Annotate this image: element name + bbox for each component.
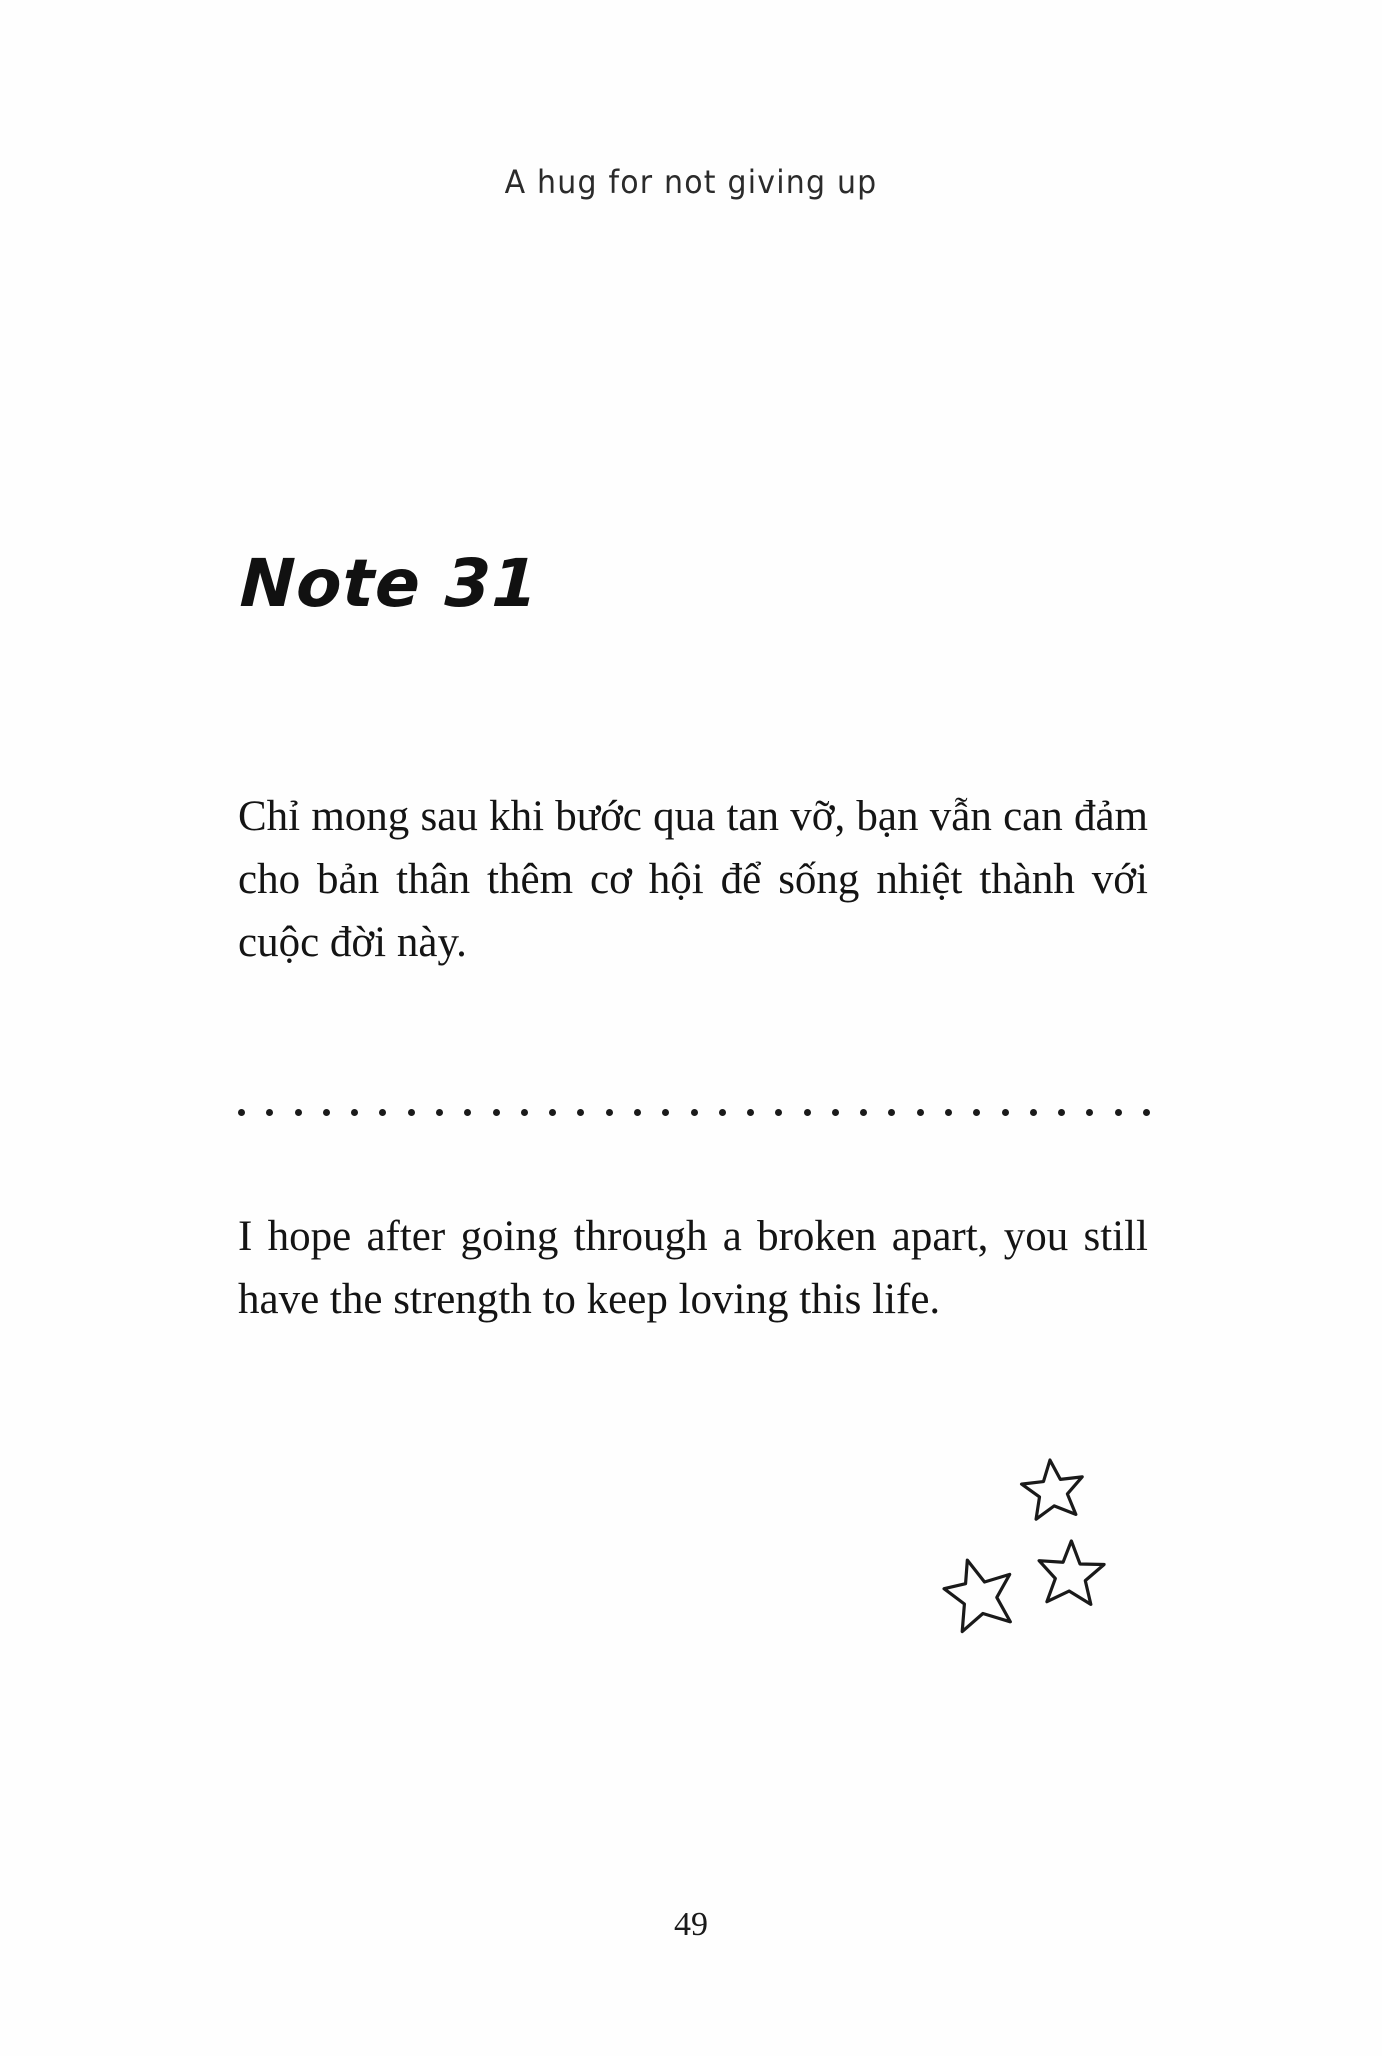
divider-dot [1143, 1109, 1150, 1116]
divider-dot [917, 1109, 924, 1116]
divider-dot [747, 1109, 754, 1116]
divider-dot [521, 1109, 528, 1116]
star-icon [1020, 1458, 1085, 1520]
divider-dot [577, 1109, 584, 1116]
star-icon [941, 1555, 1017, 1634]
divider-dot [436, 1109, 443, 1116]
stars-decoration [940, 1455, 1160, 1675]
english-paragraph: I hope after going through a broken apart, you still have the strength to keep loving this life. [238, 1213, 1148, 1324]
page-number: 49 [674, 1906, 708, 1943]
divider-dot [945, 1109, 952, 1116]
running-head: A hug for not giving up [504, 163, 878, 202]
divider-dot [860, 1109, 867, 1116]
divider-dot [408, 1109, 415, 1116]
divider-dot [549, 1109, 556, 1116]
divider-dot [804, 1109, 811, 1116]
divider-dot [606, 1109, 613, 1116]
divider-dot [973, 1109, 980, 1116]
star-icon [1035, 1538, 1106, 1607]
divider-dot [691, 1109, 698, 1116]
divider-dot [1030, 1109, 1037, 1116]
dotted-divider [238, 1105, 1150, 1119]
vietnamese-paragraph: Chỉ mong sau khi bước qua tan vỡ, bạn vẫn can đảm cho bản thân thêm cơ hội để sống nhiệt thành với cuộc đời này. [238, 793, 1148, 967]
divider-dot [266, 1109, 273, 1116]
divider-dot [1115, 1109, 1122, 1116]
divider-dot [379, 1109, 386, 1116]
divider-dot [1058, 1109, 1065, 1116]
divider-dot [323, 1109, 330, 1116]
divider-dot [1086, 1109, 1093, 1116]
page-title: Note 31 [238, 545, 541, 622]
divider-dot [493, 1109, 500, 1116]
divider-dot [719, 1109, 726, 1116]
divider-dot [1002, 1109, 1009, 1116]
divider-dot [351, 1109, 358, 1116]
divider-dot [295, 1109, 302, 1116]
divider-dot [464, 1109, 471, 1116]
divider-dot [832, 1109, 839, 1116]
divider-dot [634, 1109, 641, 1116]
divider-dot [888, 1109, 895, 1116]
divider-dot [662, 1109, 669, 1116]
divider-dot [238, 1109, 245, 1116]
divider-dot [775, 1109, 782, 1116]
